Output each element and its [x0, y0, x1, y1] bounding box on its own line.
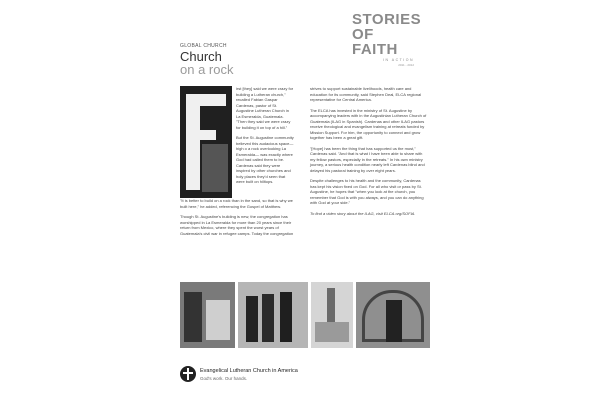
- paragraph: The ELCA has invested in the ministry of St. Augustine by accompanying leaders with in the Augustinian Lutheran Church of Guatemala (ILAG in Spanish). Cardenas and other ILAG pastors receive theological and evangelism training at retreats funded by Mission Support. For him, the opportunity to connect and grow together has been a great gift.: [310, 107, 427, 140]
- photo-church-sign: [180, 282, 235, 348]
- photo-pastors-group: [238, 282, 308, 348]
- drop-cap-mid-bar: [186, 130, 216, 140]
- page-title-line1: Church: [180, 49, 222, 64]
- stories-of-faith-logo: [352, 11, 422, 67]
- photo-shape: [206, 300, 230, 340]
- photo-figure: [386, 300, 402, 342]
- logo-line2: OF FAITH: [352, 26, 398, 58]
- article-column-2: [310, 86, 428, 221]
- article-column-1a: [236, 86, 294, 190]
- photo-figure: [262, 294, 274, 342]
- drop-cap-figure: [202, 144, 228, 192]
- paragraph: But the St. Augustine community believed this audacious space— high o a rock overlooking La Esmeralda— was exactly where God had called them to be. Cardenas said they were inspired by other churches and holy places they'd seen that were built on hilltops.: [236, 135, 294, 184]
- photo-shape: [315, 322, 349, 342]
- paragraph: Though St. Augustine's building is new, the congregation has worshipped in La Esmeralda for more than 20 years since their return from Mexico, where they spent the worst years of Guatemala's civil war in refugee camps. Today the congregation: [180, 214, 294, 236]
- elca-cross-icon: [180, 366, 196, 382]
- paragraph: "[Hope] has been the thing that has supported us the most," Cardenas said. "And that is what I have been able to share with my fellow pastors, especially in the retreats." In his own ministry journey, a serious health condition nearly left Cardenas blind and delayed his pastoral training by over eight years.: [310, 145, 425, 173]
- footer: [180, 364, 360, 386]
- footer-tagline: God's work. Our hands.: [200, 376, 248, 381]
- logo-line1: STORIES: [352, 11, 422, 28]
- drop-cap-image: [180, 86, 232, 198]
- paragraph: strives to support sustainable livelihoods, health care and education for its community, said Stephen Deal, ELCA regional representative for Central America.: [310, 86, 422, 102]
- logo-tagline: IN ACTION: [382, 58, 414, 62]
- footer-org-name: Evangelical Lutheran Church in America: [200, 368, 298, 374]
- photo-church-entrance: [356, 282, 430, 348]
- photo-figure: [246, 296, 258, 342]
- article-column-1b: [180, 198, 295, 241]
- paragraph: "It is better to build on a rock than in the sand, so that is why we built here," he added, referencing the Gospel of Matthew.: [180, 198, 293, 209]
- photo-church-tower: [311, 282, 353, 348]
- section-label: GLOBAL CHURCH: [180, 43, 227, 49]
- paragraph: irst [they] said we were crazy for building a Lutheran church," recalled Fabian Gaspar Cardenas, pastor of St. Augustine Lutheran Church in La Esmeralda, Guatemala. "Then they said we were crazy for building it on top of a hill.": [236, 86, 294, 130]
- logo-subline: 2011 - 2012: [398, 63, 414, 67]
- drop-cap-stem: [186, 94, 200, 190]
- page-title-line2: on a rock: [180, 62, 234, 77]
- paragraph: Despite challenges to his health and the community, Cardenas has kept his vision fixed on God. For all who visit or pass by St. Augustine, he hopes that "when you look at the church, you remember that God is with you always, and you can do anything with God at your side.": [310, 178, 424, 205]
- photo-figure: [280, 292, 292, 342]
- drop-cap-top-bar: [186, 94, 226, 106]
- photo-shape: [184, 292, 202, 342]
- video-note: To find a video story about the ILAG, visit ELCA.org/SOFIA.: [310, 210, 416, 216]
